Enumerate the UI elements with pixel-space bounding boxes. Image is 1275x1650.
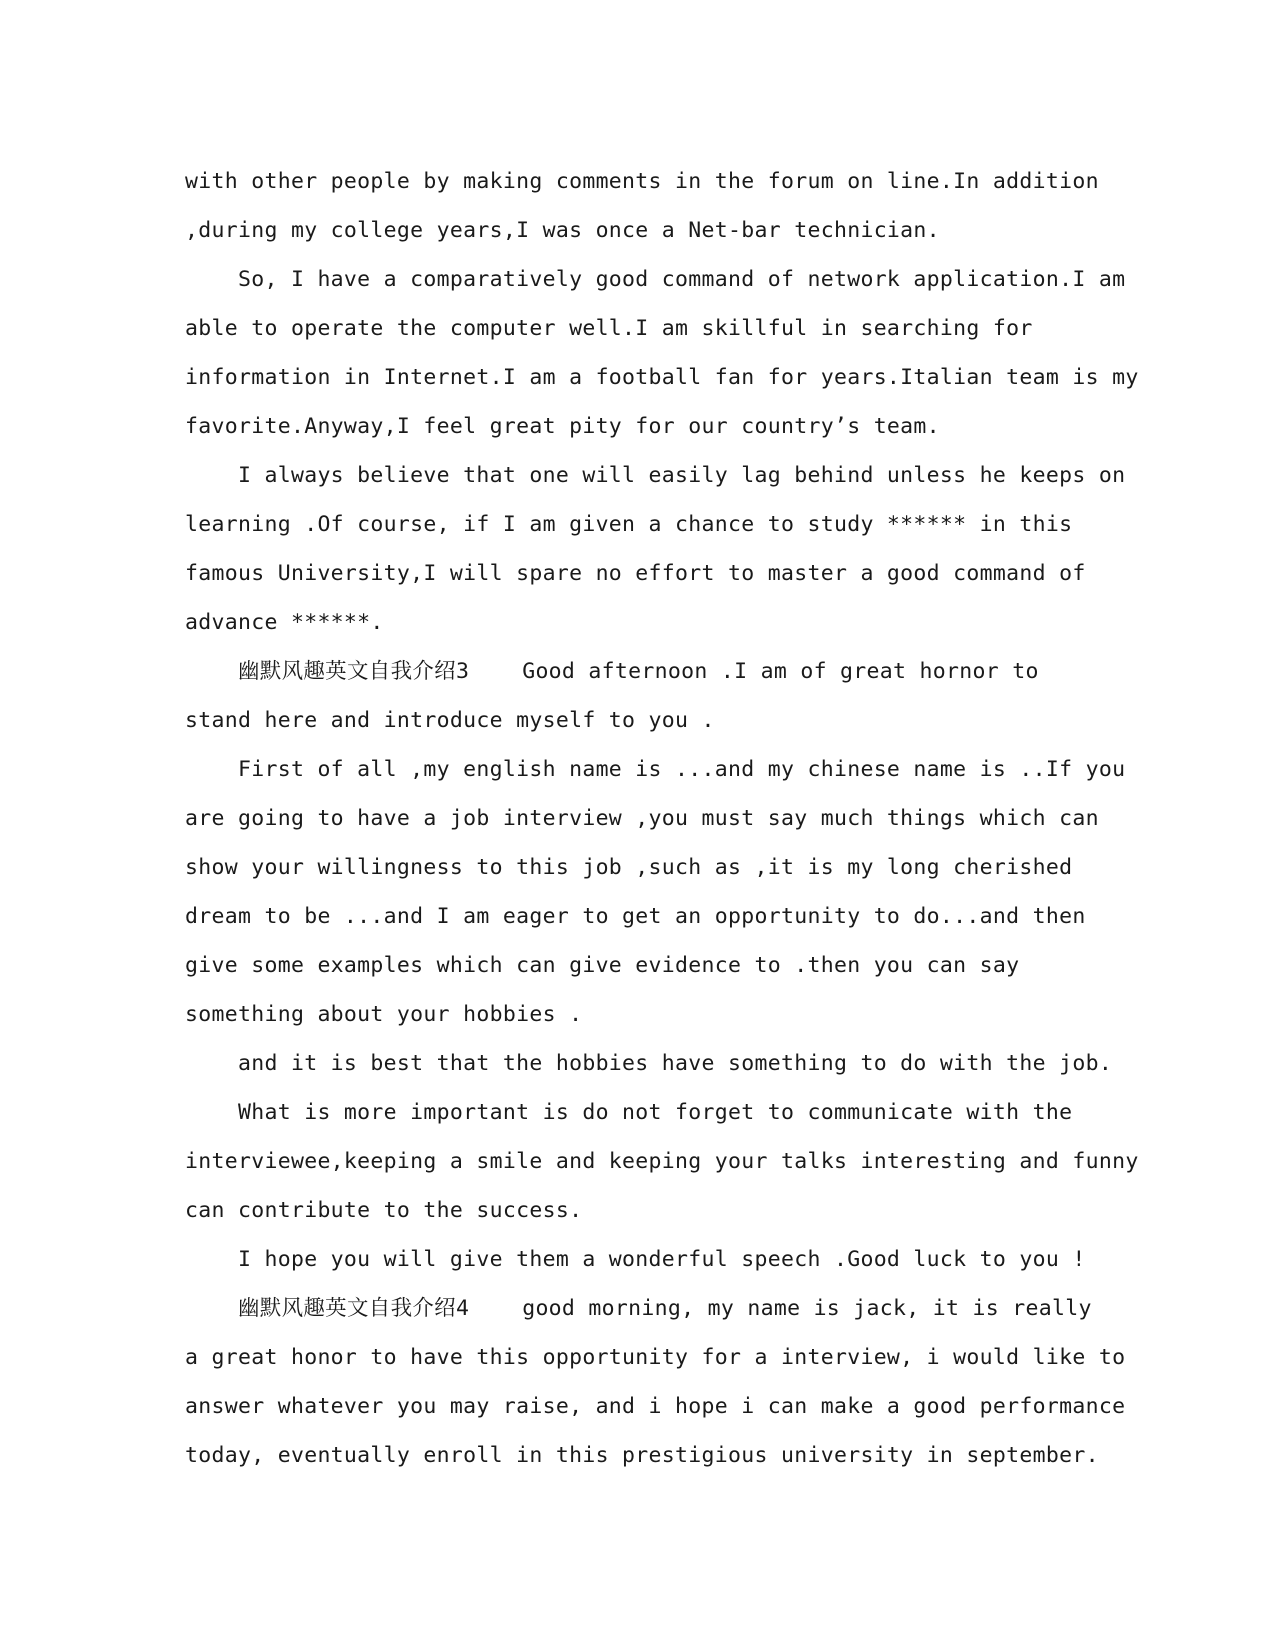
text-line: a great honor to have this opportunity for a interview, i would like to [185, 1345, 1126, 1370]
text-line: ,during my college years,I was once a Net-bar technician. [185, 218, 940, 243]
text-line: I always believe that one will easily lag behind unless he keeps on [185, 463, 1126, 488]
text-line: able to operate the computer well.I am skillful in searching for [185, 316, 1033, 341]
text-line: What is more important is do not forget to communicate with the [185, 1100, 1073, 1125]
text-line: favorite.Anyway,I feel great pity for our country’s team. [185, 414, 940, 439]
text-line: I hope you will give them a wonderful speech .Good luck to you ! [185, 1247, 1086, 1272]
text-line: information in Internet.I am a football fan for years.Italian team is my [185, 365, 1139, 390]
section-heading-line: 幽默风趣英文自我介绍4 good morning, my name is jack, it is really [185, 1296, 1092, 1321]
section-heading-line: 幽默风趣英文自我介绍3 Good afternoon .I am of great hornor to [185, 659, 1039, 684]
text-line: show your willingness to this job ,such as ,it is my long cherished [185, 855, 1073, 880]
text-line: something about your hobbies . [185, 1002, 583, 1027]
text-line: First of all ,my english name is ...and my chinese name is ..If you [185, 757, 1126, 782]
text-line: give some examples which can give evidence to .then you can say [185, 953, 1020, 978]
text-line: dream to be ...and I am eager to get an opportunity to do...and then [185, 904, 1086, 929]
text-line: learning .Of course, if I am given a chance to study ****** in this [185, 512, 1073, 537]
text-line: can contribute to the success. [185, 1198, 583, 1223]
text-line: famous University,I will spare no effort to master a good command of [185, 561, 1086, 586]
text-line: answer whatever you may raise, and i hope i can make a good performance [185, 1394, 1126, 1419]
text-line: and it is best that the hobbies have something to do with the job. [185, 1051, 1113, 1076]
text-line: interviewee,keeping a smile and keeping your talks interesting and funny [185, 1149, 1139, 1174]
text-line: stand here and introduce myself to you . [185, 708, 715, 733]
document-body [185, 157, 1139, 1480]
text-line: today, eventually enroll in this prestigious university in september. [185, 1443, 1099, 1468]
text-line: So, I have a comparatively good command of network application.I am [185, 267, 1126, 292]
text-line: advance ******. [185, 610, 384, 635]
text-line: with other people by making comments in the forum on line.In addition [185, 169, 1099, 194]
text-line: are going to have a job interview ,you must say much things which can [185, 806, 1099, 831]
